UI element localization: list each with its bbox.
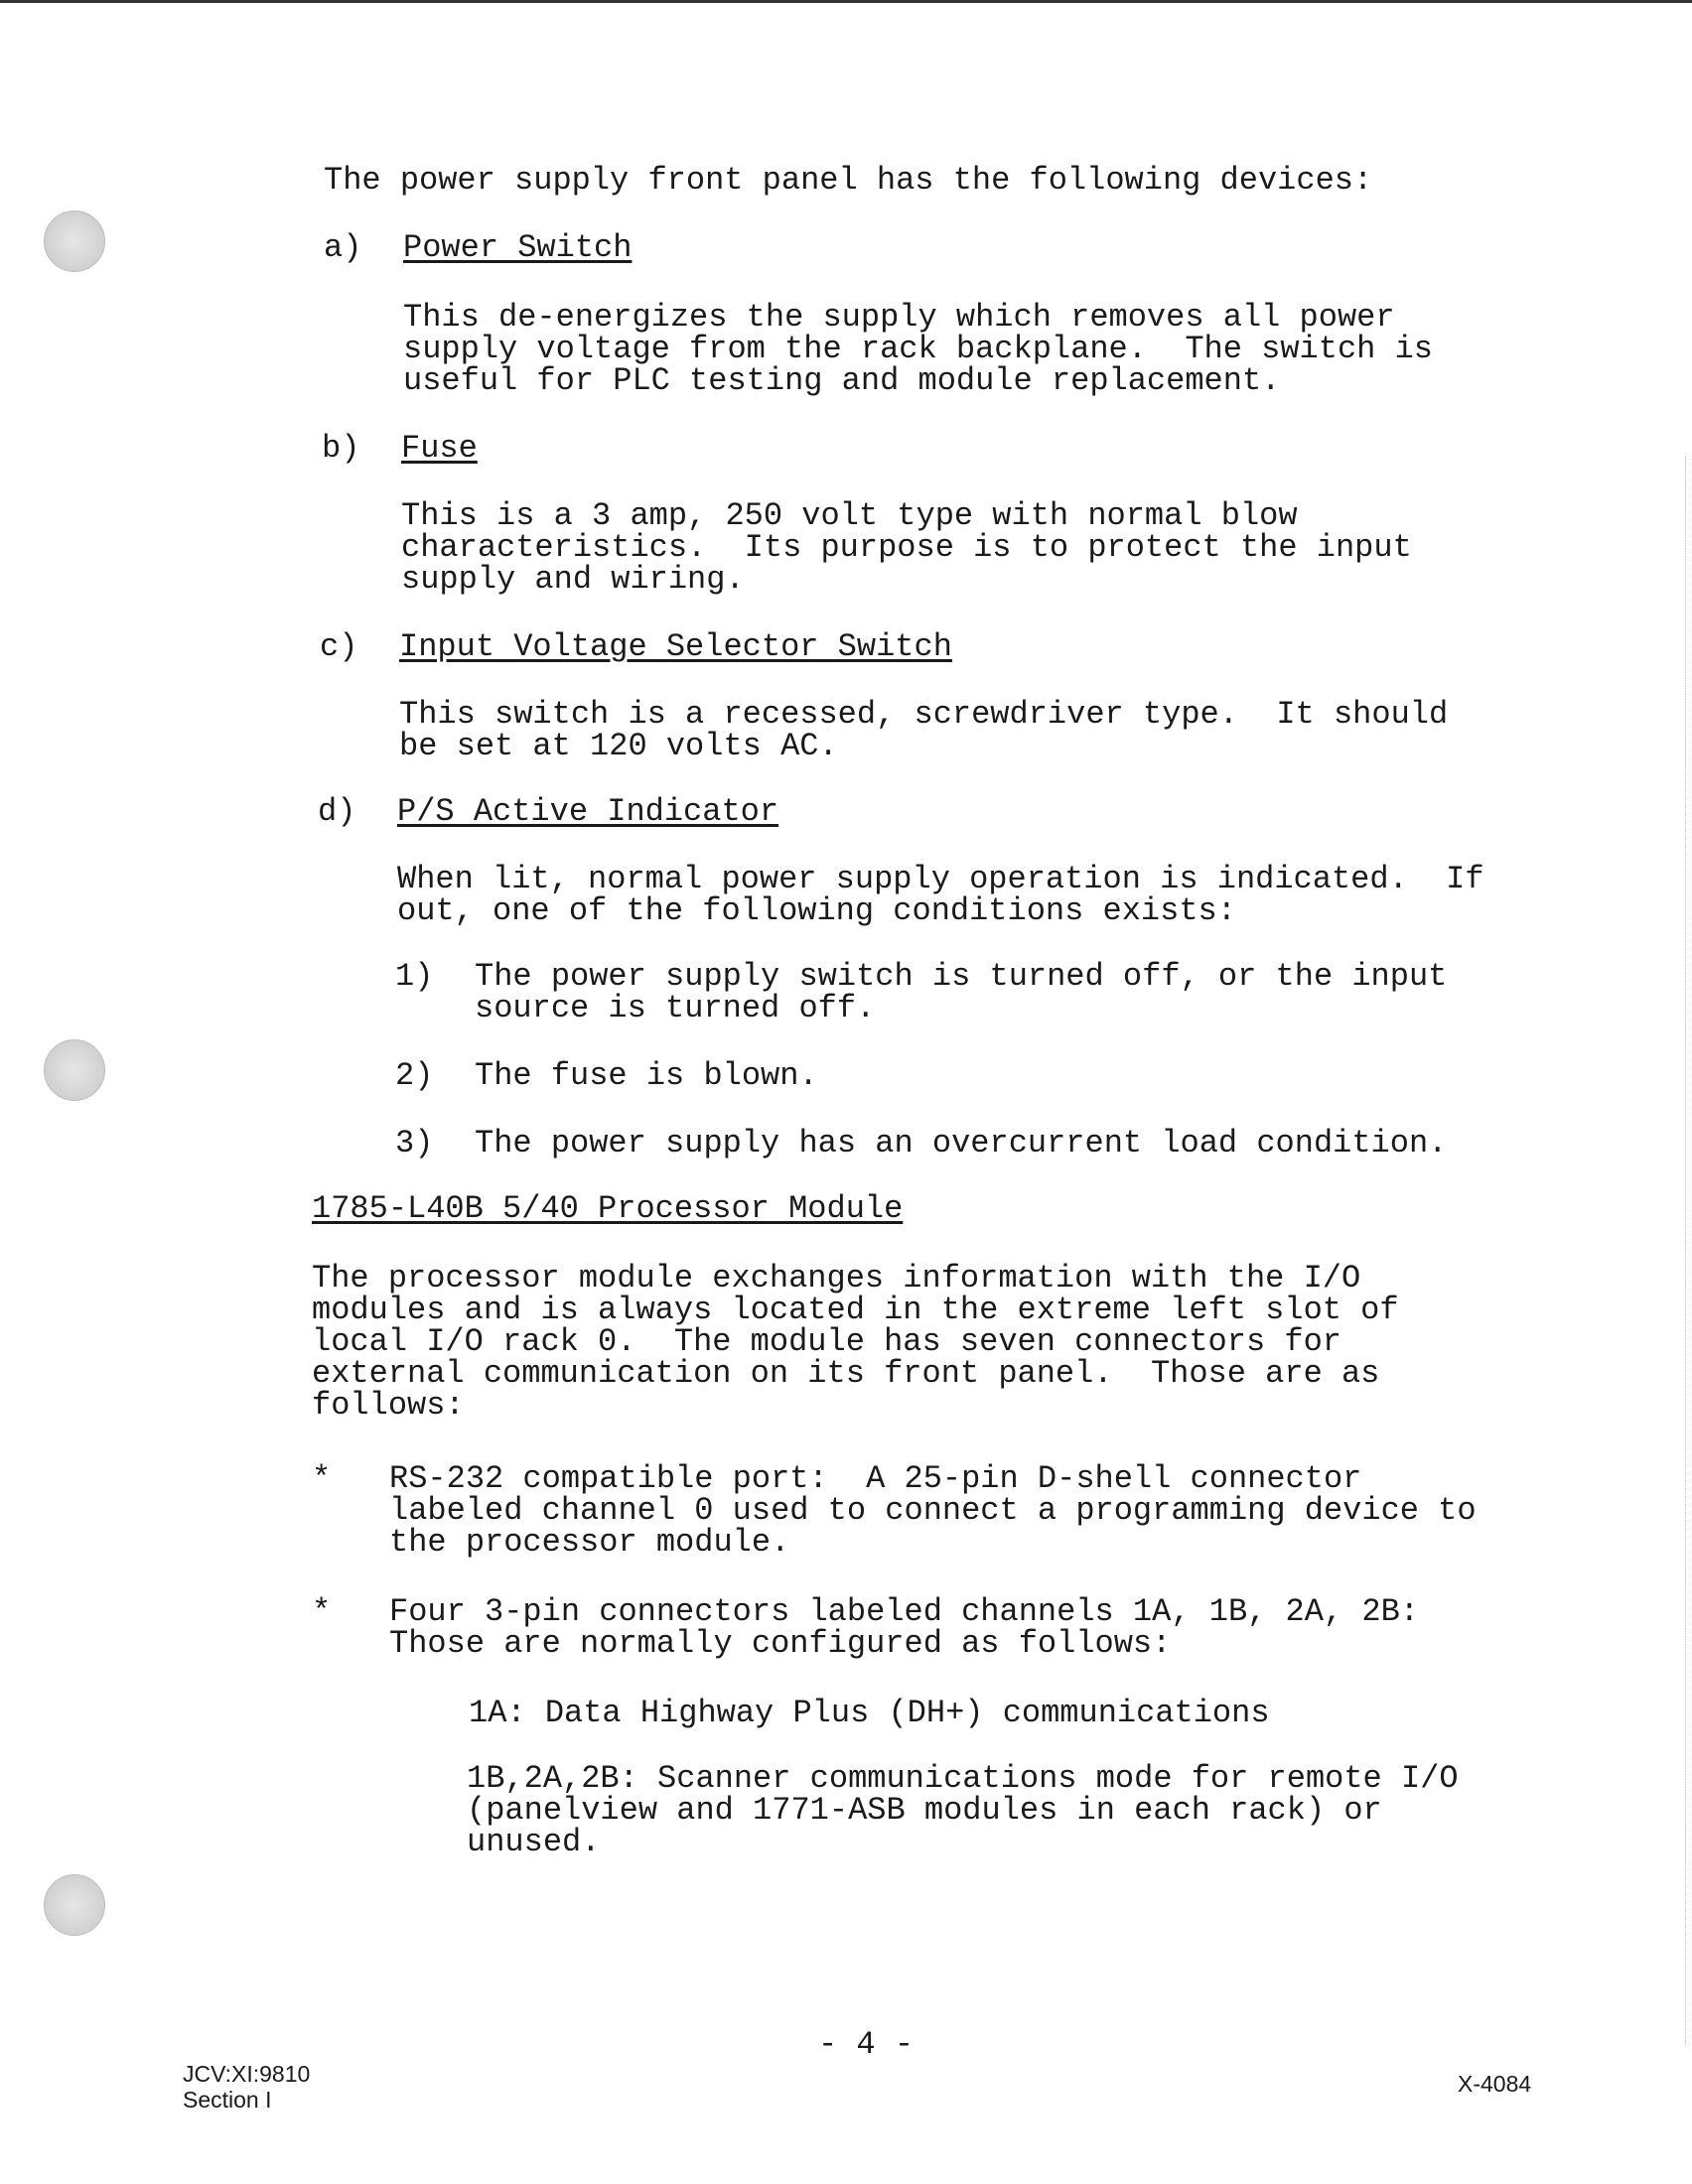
processor-text-line: local I/O rack 0. The module has seven connectors for — [312, 1323, 1341, 1360]
device-marker: b) — [322, 430, 360, 467]
device-text-line: supply voltage from the rack backplane. The switch is — [403, 331, 1433, 367]
footer-section: Section I — [183, 2087, 272, 2113]
device-text-line: supply and wiring. — [401, 561, 745, 598]
condition-text-line: The power supply switch is turned off, or the input — [475, 958, 1448, 995]
processor-text-line: external communication on its front panel. Those are as — [312, 1355, 1380, 1392]
bullet-text-line: labeled channel 0 used to connect a programming device to — [389, 1492, 1477, 1529]
processor-text-line: The processor module exchanges information with the I/O — [312, 1260, 1361, 1297]
device-title-input-voltage-selector: Input Voltage Selector Switch — [399, 628, 952, 665]
processor-text-line: modules and is always located in the extreme left slot of — [312, 1292, 1399, 1328]
device-title-fuse: Fuse — [401, 430, 478, 467]
scan-edge — [1684, 457, 1686, 2045]
condition-marker: 2) — [395, 1057, 434, 1094]
device-text-line: When lit, normal power supply operation is indicated. If — [397, 861, 1484, 897]
punch-hole-top — [44, 210, 105, 272]
processor-heading: 1785-L40B 5/40 Processor Module — [312, 1190, 904, 1227]
bullet-marker: * — [312, 1593, 332, 1630]
page-number: - 4 - — [818, 2026, 915, 2063]
bullet-marker: * — [312, 1460, 332, 1497]
device-marker: c) — [320, 628, 358, 665]
device-text-line: This de-energizes the supply which removes all power — [403, 299, 1395, 336]
channel-config-line: (panelview and 1771-ASB modules in each rack) or — [467, 1792, 1382, 1829]
condition-text-line: source is turned off. — [475, 990, 876, 1026]
channel-config-line: unused. — [467, 1824, 601, 1860]
device-text-line: out, one of the following conditions exists: — [397, 892, 1236, 929]
channel-config-line: 1A: Data Highway Plus (DH+) communications — [469, 1695, 1270, 1731]
punch-hole-bottom — [44, 1874, 105, 1936]
processor-text-line: follows: — [312, 1387, 465, 1424]
bullet-text-line: Four 3-pin connectors labeled channels 1A, 1B, 2A, 2B: — [389, 1593, 1419, 1630]
bullet-text-line: Those are normally configured as follows: — [389, 1625, 1172, 1662]
bullet-text-line: the processor module. — [389, 1524, 790, 1561]
device-title-ps-active-indicator: P/S Active Indicator — [397, 793, 779, 830]
top-rule — [0, 0, 1692, 3]
bullet-text-line: RS-232 compatible port: A 25-pin D-shell connector — [389, 1460, 1362, 1497]
condition-text-line: The fuse is blown. — [475, 1057, 818, 1094]
device-text-line: be set at 120 volts AC. — [399, 728, 838, 764]
device-marker: a) — [324, 229, 362, 266]
intro-line: The power supply front panel has the following devices: — [324, 162, 1373, 199]
condition-text-line: The power supply has an overcurrent load condition. — [475, 1125, 1448, 1161]
device-text-line: This is a 3 amp, 250 volt type with normal blow — [401, 497, 1298, 534]
footer-form-number: X-4084 — [1458, 2071, 1532, 2097]
device-title-power-switch: Power Switch — [403, 229, 633, 266]
condition-marker: 3) — [395, 1125, 434, 1161]
footer-doc-id: JCV:XI:9810 — [183, 2061, 311, 2087]
device-text-line: This switch is a recessed, screwdriver type. It should — [399, 696, 1449, 733]
device-marker: d) — [318, 793, 356, 830]
condition-marker: 1) — [395, 958, 434, 995]
device-text-line: characteristics. Its purpose is to protect the input — [401, 529, 1412, 566]
device-text-line: useful for PLC testing and module replacement. — [403, 362, 1281, 399]
channel-config-line: 1B,2A,2B: Scanner communications mode for remote I/O — [467, 1760, 1459, 1797]
punch-hole-middle — [44, 1039, 105, 1101]
